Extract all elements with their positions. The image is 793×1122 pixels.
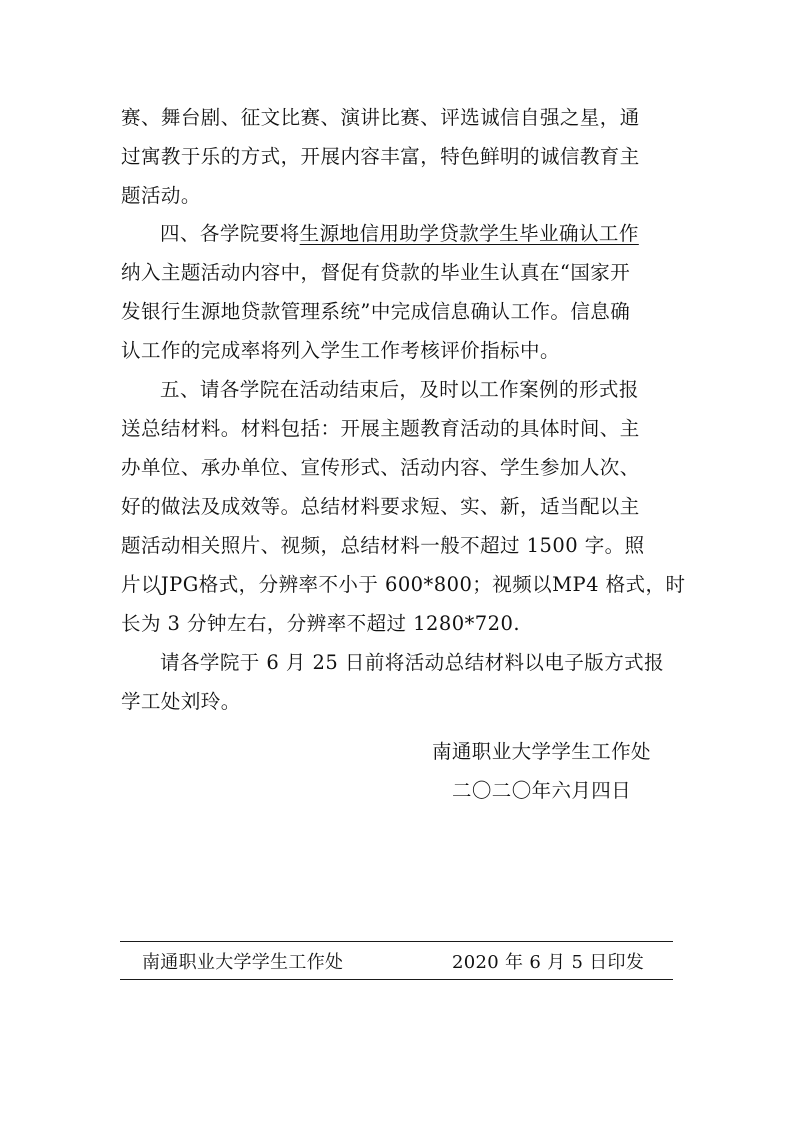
paragraph-line: 纳入主题活动内容中，督促有贷款的毕业生认真在“国家开 <box>121 261 631 284</box>
paragraph-line: 长为 3 分钟左右，分辨率不超过 1280*720. <box>121 612 520 635</box>
paragraph-line: 题活动相关照片、视频，总结材料一般不超过 1500 字。照 <box>121 534 645 557</box>
paragraph-line: 办单位、承办单位、宣传形式、活动内容、学生参加人次、 <box>121 456 640 479</box>
paragraph-line: 发银行生源地贷款管理系统”中完成信息确认工作。信息确 <box>121 300 631 323</box>
footer-bottom-rule <box>120 979 673 980</box>
underlined-emphasis-text: 生源地信用助学贷款学生毕业确认工作 <box>299 222 639 245</box>
paragraph-line: 送总结材料。材料包括：开展主题教育活动的具体时间、主 <box>121 417 640 440</box>
paragraph-line: 赛、舞台剧、征文比赛、演讲比赛、评选诚信自强之星，通 <box>121 106 640 129</box>
paragraph-line: 认工作的完成率将列入学生工作考核评价指标中。 <box>121 339 560 362</box>
paragraph-line: 请各学院于 6 月 25 日前将活动总结材料以电子版方式报 <box>160 651 665 674</box>
paragraph-lead-text: 四、各学院要将 <box>160 222 300 245</box>
paragraph-line: 学工处刘玲。 <box>121 690 241 713</box>
paragraph-line: 好的做法及成效等。总结材料要求短、实、新，适当配以主 <box>121 495 640 518</box>
paragraph-line: 过寓教于乐的方式，开展内容丰富，特色鲜明的诚信教育主 <box>121 145 640 168</box>
paragraph-line: 题活动。 <box>121 184 201 207</box>
signature-office: 南通职业大学学生工作处 <box>432 740 651 763</box>
paragraph-line: 片以JPG格式，分辨率不小于 600*800；视频以MP4 格式，时 <box>121 573 686 596</box>
paragraph-line: 五、请各学院在活动结束后，及时以工作案例的形式报 <box>160 378 639 401</box>
paragraph-line <box>160 222 639 246</box>
footer-top-rule <box>120 941 673 942</box>
footer-issue-date: 2020 年 6 月 5 日印发 <box>452 952 645 973</box>
footer-issuer: 南通职业大学学生工作处 <box>142 952 344 973</box>
signature-date: 二〇二〇年六月四日 <box>452 779 632 802</box>
